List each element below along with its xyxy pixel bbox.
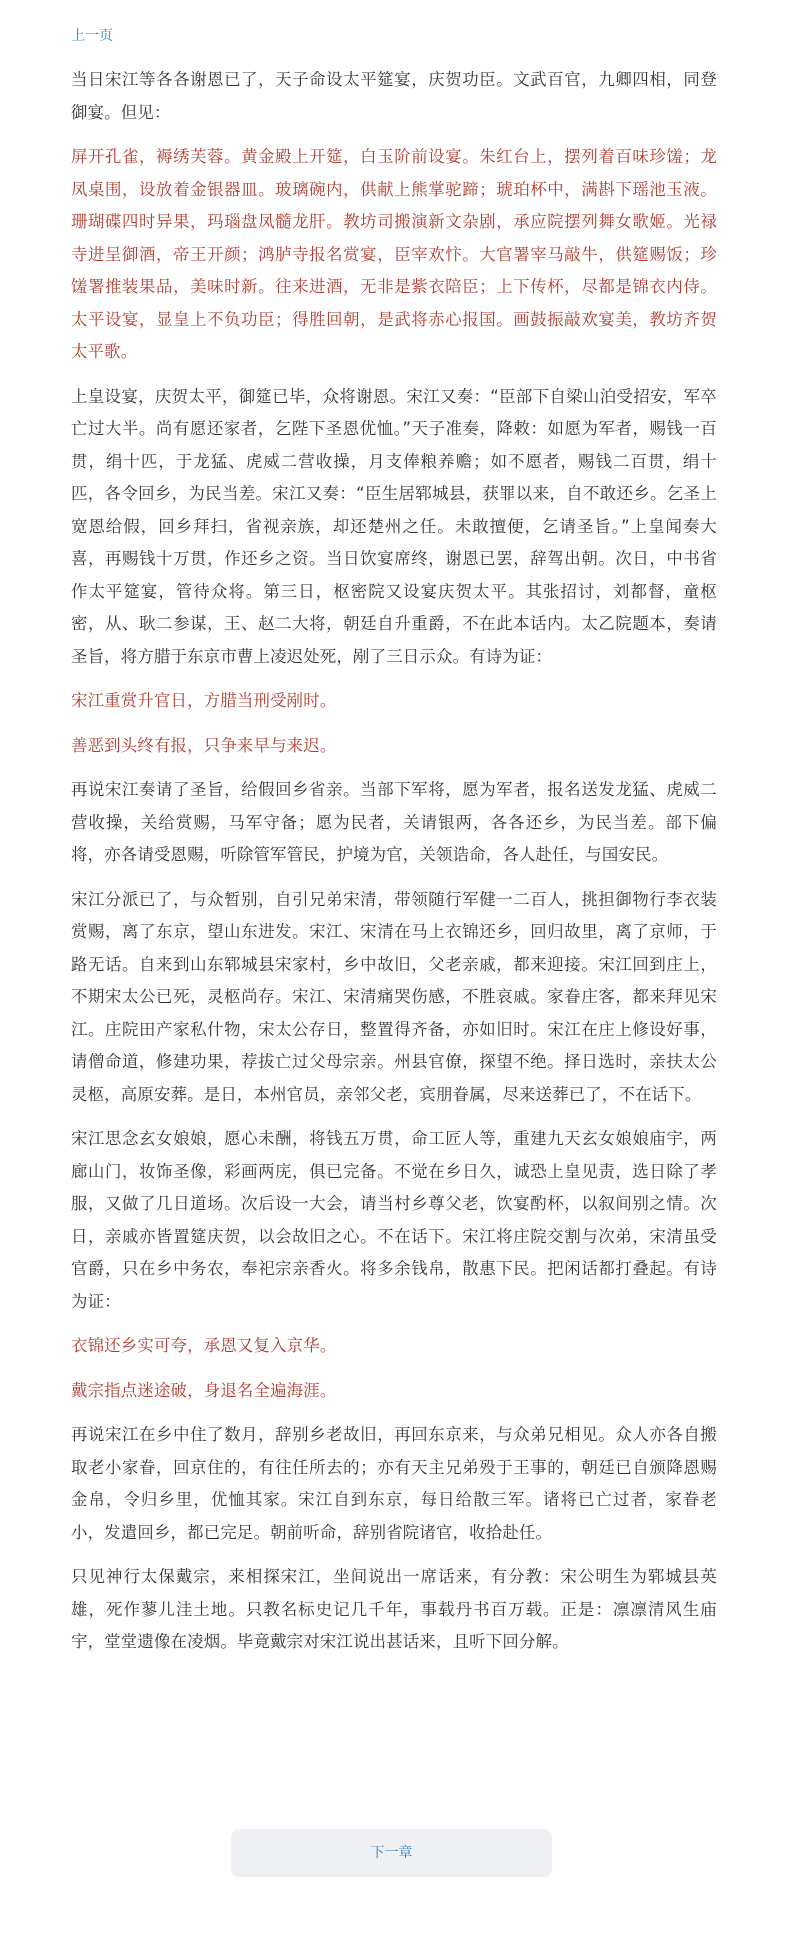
paragraph: 当日宋江等各各谢恩已了，天子命设太平筵宴，庆贺功臣。文武百官，九卿四相，同登御宴。但见： [71,70,717,122]
prev-page-link[interactable]: 上一页 [71,28,113,44]
verse-line: 衣锦还乡实可夸，承恩又复入京华。 [71,1336,337,1355]
verse-line: 戴宗指点迷途破，身退名全遍海涯。 [71,1380,337,1400]
paragraph: 只见神行太保戴宗，来相探宋江，坐间说出一席话来，有分教：宋公明生为郓城县英雄，死作蓼儿洼土地。只教名标史记几千年，事载丹书百万载。正是：凛凛清风生庙宇，堂堂遗像在凌烟。毕竟戴宗对宋江说出甚话来，且听下回分解。 [71,1567,717,1651]
paragraph: 宋江分派已了，与众暂别，自引兄弟宋清，带领随行军健一二百人，挑担御物行李衣装赏赐，离了东京，望山东进发。宋江、宋清在马上衣锦还乡，回归故里，离了京师，于路无话。自来到山东郓城县宋家村，乡中故旧，父老亲戚，都来迎接。宋江回到庄上，不期宋太公已死，灵柩尚存。宋江、宋清痛哭伤感，不胜哀戚。家眷庄客，都来拜见宋江。庄院田产家私什物，宋太公存日，整置得齐备，亦如旧时。宋江在庄上修设好事，请僧命道，修建功果，荐拔亡过父母宗亲。州县官僚，探望不绝。择日选时，亲扶太公灵柩，高原安葬。是日，本州官员，亲邻父老，宾朋眷属，尽来送葬已了，不在话下。 [71,889,717,1104]
verse-line: 善恶到头终有报，只争来早与来迟。 [71,735,337,755]
paragraph: 再说宋江在乡中住了数月，辞别乡老故旧，再回东京来，与众弟兄相见。众人亦各自搬取老小家眷，回京住的，有往任所去的；亦有天主兄弟殁于王事的，朝廷已自颁降恩赐金帛，令归乡里，优恤其家。宋江自到东京，每日给散三军。诸将已亡过者，家眷老小，发遣回乡，都已完足。朝前听命，辞别省院诸官，收拾赴任。 [71,1425,717,1542]
paragraph: 上皇设宴，庆贺太平，御筵已毕，众将谢恩。宋江又奏：“臣部下自梁山泊受招安，军卒亡过大半。尚有愿还家者，乞陛下圣恩优恤。”天子准奏，降敕：如愿为军者，赐钱一百贯，绢十匹，于龙猛、虎威二营收操，月支俸粮养赡；如不愿者，赐钱二百贯，绢十匹，各令回乡，为民当差。宋江又奏：“臣生居郓城县，获罪以来，自不敢还乡。乞圣上宽恩给假，回乡拜扫，省视亲族，却还楚州之任。未敢擅便，乞请圣旨。”上皇闻奏大喜，再赐钱十万贯，作还乡之资。当日饮宴席终，谢恩已罢，辞驾出朝。次日，中书省作太平筵宴，管待众将。第三日，枢密院又设宴庆贺太平。其张招讨，刘都督，童枢密，从、耿二参谋，王、赵二大将，朝廷自升重爵，不在此本话内。太乙院题本，奏请圣旨，将方腊于东京市曹上凌迟处死，剐了三日示众。有诗为证： [71,386,717,666]
next-chapter-button[interactable]: 下一章 [231,1829,552,1877]
paragraph: 宋江思念玄女娘娘，愿心未酬，将钱五万贯，命工匠人等，重建九天玄女娘娘庙宇，两廊山门，妆饰圣像，彩画两庑，俱已完备。不觉在乡日久，诚恐上皇见责，选日除了孝服，又做了几日道场。次后设一大会，请当村乡尊父老，饮宴酌杯，以叙间别之情。次日，亲戚亦皆置筵庆贺，以会故旧之心。不在话下。宋江将庄院交割与次弟，宋清虽受官爵，只在乡中务农，奉祀宗亲香火。将多余钱帛，散惠下民。把闲话都打叠起。有诗为证： [71,1129,717,1311]
paragraph: 再说宋江奏请了圣旨，给假回乡省亲。当部下军将，愿为军者，报名送发龙猛、虎威二营收操，关给赏赐，马军守备；愿为民者，关请银两，各各还乡，为民当差。部下偏将，亦各请受恩赐，听除管军管民，护境为官，关领诰命，各人赴任，与国安民。 [71,780,717,864]
chapter-content [71,64,717,1671]
verse-line: 宋江重赏升官日，方腊当刑受剐时。 [71,691,337,710]
verse-paragraph: 屏开孔雀，褥绣芙蓉。黄金殿上开筵，白玉阶前设宴。朱红台上，摆列着百味珍馐；龙凤桌围，设放着金银器皿。玻璃碗内，供献上熊掌驼蹄；琥珀杯中，满斟下瑶池玉液。珊瑚碟四时异果，玛瑙盘凤髓龙肝。教坊司搬演新文杂剧，承应院摆列舞女歌姬。光禄寺进呈御酒，帝王开颜；鸿胪寺报名赏宴，臣宰欢忭。大官署宰马敲牛，供筵赐饭；珍馐署推装果品，美味时新。往来进酒，无非是紫衣陪臣；上下传杯，尽都是锦衣内侍。太平设宴，显皇上不负功臣；得胜回朝，是武将赤心报国。画鼓振敲欢宴美，教坊齐贺太平歌。 [71,147,717,361]
